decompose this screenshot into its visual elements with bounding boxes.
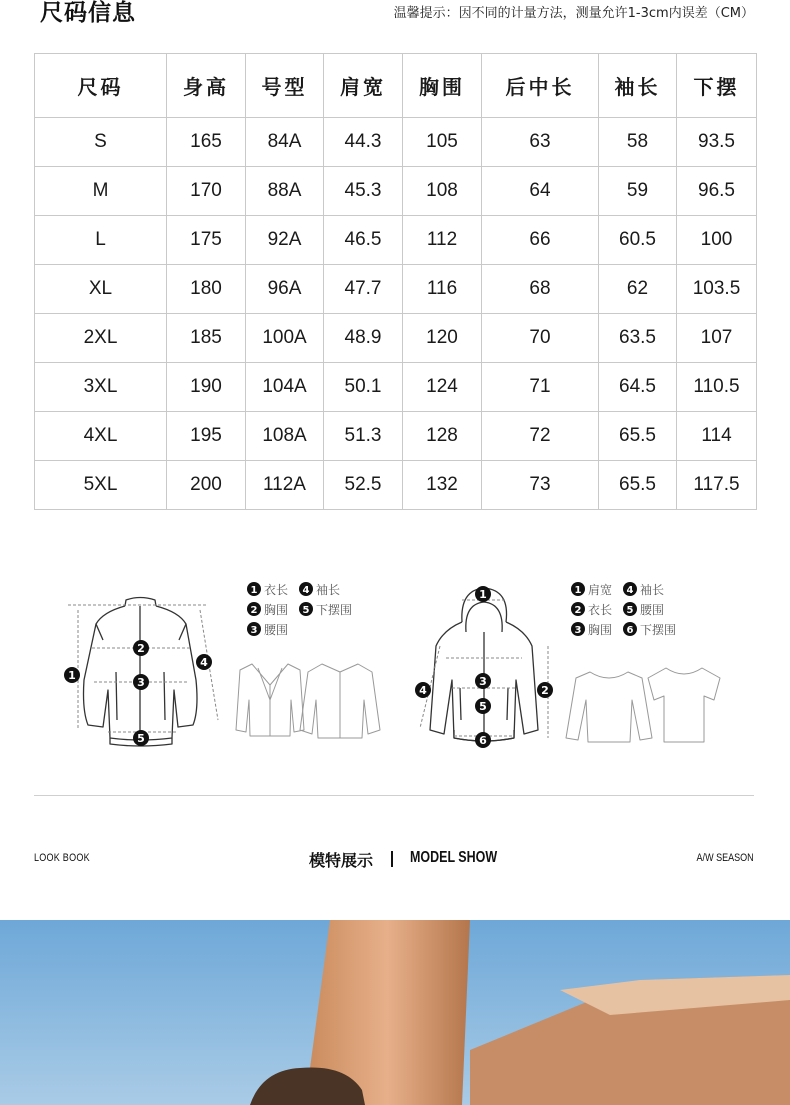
- svg-text:衣长: 衣长: [264, 583, 289, 597]
- table-cell: 4XL: [35, 412, 167, 461]
- table-cell: XL: [35, 265, 167, 314]
- marker-left-3: [133, 674, 149, 690]
- table-cell: 175: [167, 216, 246, 265]
- long-sleeve-tee-icon: [566, 672, 652, 742]
- table-row: [35, 363, 757, 412]
- marker-left-2: [133, 640, 149, 656]
- table-cell: 108A: [246, 412, 324, 461]
- table-row: [35, 314, 757, 363]
- table-cell: 112A: [246, 461, 324, 510]
- svg-text:3: 3: [574, 625, 582, 636]
- table-cell: 66: [482, 216, 599, 265]
- table-cell: 52.5: [324, 461, 403, 510]
- table-row: [35, 461, 757, 510]
- measurement-diagram: [0, 560, 790, 760]
- table-cell: 165: [167, 118, 246, 167]
- svg-text:2: 2: [137, 642, 145, 655]
- left-jacket-illustration: [84, 598, 198, 747]
- column-header: 袖长: [599, 54, 677, 118]
- table-cell: 93.5: [677, 118, 757, 167]
- look-book-label: LOOK BOOK: [34, 852, 90, 864]
- section-divider: [34, 795, 754, 796]
- table-cell: 107: [677, 314, 757, 363]
- table-row: [35, 216, 757, 265]
- table-row: [35, 265, 757, 314]
- marker-left-4: [196, 654, 212, 670]
- table-cell: 3XL: [35, 363, 167, 412]
- table-cell: 47.7: [324, 265, 403, 314]
- svg-text:4: 4: [200, 656, 208, 669]
- size-table-body: [35, 118, 757, 510]
- svg-text:2: 2: [574, 605, 582, 616]
- measurement-tip: 温馨提示：因不同的计量方法，测量允许1-3cm内误差（CM）: [393, 6, 754, 21]
- svg-text:腰围: 腰围: [640, 603, 665, 617]
- table-cell: 110.5: [677, 363, 757, 412]
- table-cell: 68: [482, 265, 599, 314]
- table-cell: 128: [403, 412, 482, 461]
- svg-text:5: 5: [137, 732, 145, 745]
- table-cell: 48.9: [324, 314, 403, 363]
- table-cell: 112: [403, 216, 482, 265]
- table-cell: 70: [482, 314, 599, 363]
- model-photo: [0, 920, 790, 1105]
- marker-left-5: [133, 730, 149, 746]
- svg-text:5: 5: [302, 605, 310, 616]
- table-cell: M: [35, 167, 167, 216]
- model-show-cn: 模特展示: [309, 851, 374, 870]
- svg-text:胸围: 胸围: [588, 623, 613, 637]
- table-cell: 58: [599, 118, 677, 167]
- table-cell: 50.1: [324, 363, 403, 412]
- table-cell: 73: [482, 461, 599, 510]
- table-cell: 105: [403, 118, 482, 167]
- svg-text:腰围: 腰围: [264, 623, 289, 637]
- table-row: [35, 118, 757, 167]
- table-cell: 200: [167, 461, 246, 510]
- right-hoodie-illustration: [430, 588, 538, 741]
- column-header: 尺码: [35, 54, 167, 118]
- table-cell: 46.5: [324, 216, 403, 265]
- table-cell: 64: [482, 167, 599, 216]
- table-cell: 104A: [246, 363, 324, 412]
- marker-left-1: [64, 667, 80, 683]
- svg-text:4: 4: [302, 585, 310, 596]
- table-cell: 116: [403, 265, 482, 314]
- table-cell: 65.5: [599, 412, 677, 461]
- table-cell: 72: [482, 412, 599, 461]
- svg-text:1: 1: [250, 585, 258, 596]
- svg-text:胸围: 胸围: [264, 603, 289, 617]
- svg-text:4: 4: [419, 684, 427, 697]
- table-cell: 62: [599, 265, 677, 314]
- column-header: 肩宽: [324, 54, 403, 118]
- svg-text:下摆围: 下摆围: [316, 603, 353, 617]
- tee-icon: [648, 668, 720, 742]
- page-title: 尺码信息: [40, 0, 136, 26]
- marker-right-4: [415, 682, 431, 698]
- svg-text:1: 1: [574, 585, 582, 596]
- svg-text:下摆围: 下摆围: [640, 623, 677, 637]
- svg-text:2: 2: [541, 684, 549, 697]
- svg-text:2: 2: [250, 605, 258, 616]
- table-cell: 96A: [246, 265, 324, 314]
- table-cell: 65.5: [599, 461, 677, 510]
- blazer-icon: [236, 664, 304, 736]
- column-header: 胸围: [403, 54, 482, 118]
- table-cell: 195: [167, 412, 246, 461]
- separator-bar: [391, 851, 393, 867]
- column-header: 下摆: [677, 54, 757, 118]
- table-cell: 96.5: [677, 167, 757, 216]
- table-row: [35, 412, 757, 461]
- table-row: [35, 167, 757, 216]
- svg-text:6: 6: [626, 625, 634, 636]
- table-cell: 170: [167, 167, 246, 216]
- svg-text:袖长: 袖长: [316, 583, 341, 597]
- svg-text:1: 1: [479, 588, 487, 601]
- column-header: 后中长: [482, 54, 599, 118]
- table-cell: 120: [403, 314, 482, 363]
- svg-text:5: 5: [479, 700, 487, 713]
- svg-text:1: 1: [68, 669, 76, 682]
- svg-text:3: 3: [479, 675, 487, 688]
- svg-text:5: 5: [626, 605, 634, 616]
- column-header: 身高: [167, 54, 246, 118]
- table-cell: S: [35, 118, 167, 167]
- table-cell: 88A: [246, 167, 324, 216]
- table-cell: 64.5: [599, 363, 677, 412]
- season-label: A/W SEASON: [696, 852, 754, 864]
- svg-text:肩宽: 肩宽: [588, 583, 613, 597]
- table-cell: 63.5: [599, 314, 677, 363]
- svg-text:6: 6: [479, 734, 487, 747]
- svg-text:4: 4: [626, 585, 634, 596]
- svg-text:3: 3: [250, 625, 258, 636]
- marker-right-5: [475, 698, 491, 714]
- marker-right-6: [475, 732, 491, 748]
- svg-text:袖长: 袖长: [640, 583, 665, 597]
- svg-text:衣长: 衣长: [588, 603, 613, 617]
- model-show-bar: [34, 848, 754, 872]
- marker-right-3: [475, 673, 491, 689]
- column-header: 号型: [246, 54, 324, 118]
- table-cell: 71: [482, 363, 599, 412]
- marker-right-2: [537, 682, 553, 698]
- table-cell: 190: [167, 363, 246, 412]
- table-cell: 132: [403, 461, 482, 510]
- table-cell: 45.3: [324, 167, 403, 216]
- table-cell: 124: [403, 363, 482, 412]
- table-cell: 100: [677, 216, 757, 265]
- table-cell: 60.5: [599, 216, 677, 265]
- right-legend: [571, 582, 676, 637]
- svg-text:3: 3: [137, 676, 145, 689]
- model-show-en: MODEL SHOW: [410, 849, 498, 866]
- shirt-icon: [300, 664, 380, 738]
- table-cell: 2XL: [35, 314, 167, 363]
- table-cell: 185: [167, 314, 246, 363]
- table-cell: 92A: [246, 216, 324, 265]
- table-cell: 51.3: [324, 412, 403, 461]
- table-cell: 108: [403, 167, 482, 216]
- table-cell: 117.5: [677, 461, 757, 510]
- table-cell: 63: [482, 118, 599, 167]
- marker-right-1: [475, 586, 491, 602]
- size-table: [34, 53, 757, 510]
- table-cell: 5XL: [35, 461, 167, 510]
- table-cell: L: [35, 216, 167, 265]
- table-cell: 114: [677, 412, 757, 461]
- table-cell: 59: [599, 167, 677, 216]
- table-cell: 180: [167, 265, 246, 314]
- size-table-header: [35, 54, 757, 118]
- table-cell: 100A: [246, 314, 324, 363]
- table-cell: 84A: [246, 118, 324, 167]
- table-cell: 103.5: [677, 265, 757, 314]
- table-cell: 44.3: [324, 118, 403, 167]
- left-legend: [247, 582, 352, 637]
